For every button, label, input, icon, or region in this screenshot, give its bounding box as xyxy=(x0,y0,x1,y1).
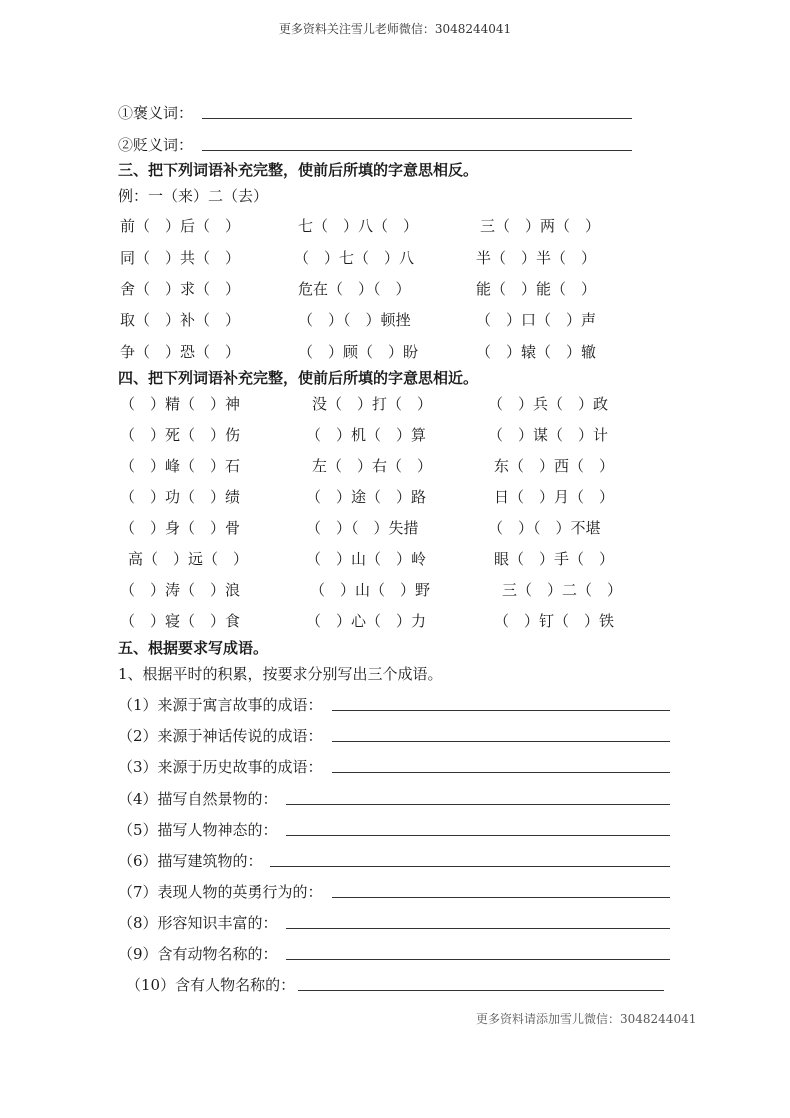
s3-item: （ ）（ ）顿挫 xyxy=(298,311,411,329)
idiom-prompt: （6）描写建筑物的： xyxy=(118,852,263,870)
s3-item: 七（ ）八（ ） xyxy=(298,217,419,235)
s4-item: （ ）身（ ）骨 xyxy=(120,519,241,537)
derogatory-words-answer-line[interactable] xyxy=(202,150,632,151)
idiom-answer-line[interactable] xyxy=(332,772,670,773)
s4-item: （ ）途（ ）路 xyxy=(306,488,427,506)
idiom-answer-line[interactable] xyxy=(270,866,670,867)
s4-item: 高（ ）远（ ） xyxy=(128,550,249,568)
s4-item: （ ）心（ ）力 xyxy=(306,612,427,630)
idiom-prompt: （5）描写人物神态的： xyxy=(118,821,278,839)
s4-item: （ ）死（ ）伤 xyxy=(120,426,241,444)
s3-item: 能（ ）能（ ） xyxy=(476,280,597,298)
idiom-prompt: （2）来源于神话传说的成语： xyxy=(118,727,323,745)
s3-item: 前（ ）后（ ） xyxy=(120,217,241,235)
idiom-prompt: （9）含有动物名称的： xyxy=(118,945,278,963)
s3-item: （ ）七（ ）八 xyxy=(294,249,415,267)
idiom-prompt: （7）表现人物的英勇行为的： xyxy=(118,883,323,901)
page-footer: 更多资料请添加雪儿微信：3048244041 xyxy=(476,1012,697,1026)
s3-item: 三（ ）两（ ） xyxy=(480,217,601,235)
s3-item: 危在（ ）（ ） xyxy=(298,280,411,298)
s4-item: （ ）兵（ ）政 xyxy=(488,395,609,413)
idiom-prompt: （8）形容知识丰富的： xyxy=(118,914,278,932)
s4-item: 眼（ ）手（ ） xyxy=(494,550,615,568)
s4-item: （ ）寝（ ）食 xyxy=(120,612,241,630)
idiom-answer-line[interactable] xyxy=(286,959,670,960)
section3-title: 三、把下列词语补充完整，使前后所填的字意思相反。 xyxy=(118,161,479,179)
s4-item: （ ）（ ）失措 xyxy=(306,519,419,537)
section3-example: 例：一（来）二（去） xyxy=(118,187,269,205)
idiom-prompt: （1）来源于寓言故事的成语： xyxy=(118,696,323,714)
s4-item: （ ）山（ ）野 xyxy=(310,581,431,599)
s3-item: 舍（ ）求（ ） xyxy=(120,280,241,298)
s4-item: （ ）山（ ）岭 xyxy=(306,550,427,568)
idiom-answer-line[interactable] xyxy=(286,804,670,805)
s4-item: 日（ ）月（ ） xyxy=(494,488,615,506)
s3-item: 争（ ）恐（ ） xyxy=(120,343,241,361)
s3-item: （ ）辕（ ）辙 xyxy=(476,343,597,361)
idiom-answer-line[interactable] xyxy=(332,897,670,898)
section4-title: 四、把下列词语补充完整，使前后所填的字意思相近。 xyxy=(118,369,479,387)
praise-words-answer-line[interactable] xyxy=(202,118,632,119)
s4-item: （ ）涛（ ）浪 xyxy=(120,581,241,599)
s3-item: （ ）口（ ）声 xyxy=(476,311,597,329)
s4-item: （ ）精（ ）神 xyxy=(120,395,241,413)
idiom-answer-line[interactable] xyxy=(286,835,670,836)
page-header: 更多资料关注雪儿老师微信：3048244041 xyxy=(278,22,512,36)
s4-item: 左（ ）右（ ） xyxy=(312,457,433,475)
idiom-answer-line[interactable] xyxy=(332,741,670,742)
idiom-answer-line[interactable] xyxy=(298,990,664,991)
s3-item: 半（ ）半（ ） xyxy=(476,249,597,267)
idiom-answer-line[interactable] xyxy=(332,710,670,711)
s4-item: （ ）功（ ）绩 xyxy=(120,488,241,506)
idiom-answer-line[interactable] xyxy=(286,928,670,929)
s4-item: 东（ ）西（ ） xyxy=(494,457,615,475)
s4-item: （ ）峰（ ）石 xyxy=(120,457,241,475)
s3-item: 取（ ）补（ ） xyxy=(120,311,241,329)
section5-title: 五、根据要求写成语。 xyxy=(118,639,269,657)
s4-item: （ ）钉（ ）铁 xyxy=(494,612,615,630)
s4-item: （ ）（ ）不堪 xyxy=(488,519,601,537)
praise-words-label: ①褒义词： xyxy=(118,104,194,122)
s4-item: 三（ ）二（ ） xyxy=(502,581,623,599)
idiom-prompt: （3）来源于历史故事的成语： xyxy=(118,758,323,776)
derogatory-words-label: ②贬义词： xyxy=(118,136,194,154)
s4-item: （ ）机（ ）算 xyxy=(306,426,427,444)
s3-item: （ ）顾（ ）盼 xyxy=(298,343,419,361)
idiom-prompt: （10）含有人物名称的： xyxy=(126,976,296,994)
section5-intro: 1、根据平时的积累，按要求分别写出三个成语。 xyxy=(118,665,443,683)
s4-item: 没（ ）打（ ） xyxy=(312,395,433,413)
s4-item: （ ）谋（ ）计 xyxy=(488,426,609,444)
idiom-prompt: （4）描写自然景物的： xyxy=(118,790,278,808)
s3-item: 同（ ）共（ ） xyxy=(120,249,241,267)
